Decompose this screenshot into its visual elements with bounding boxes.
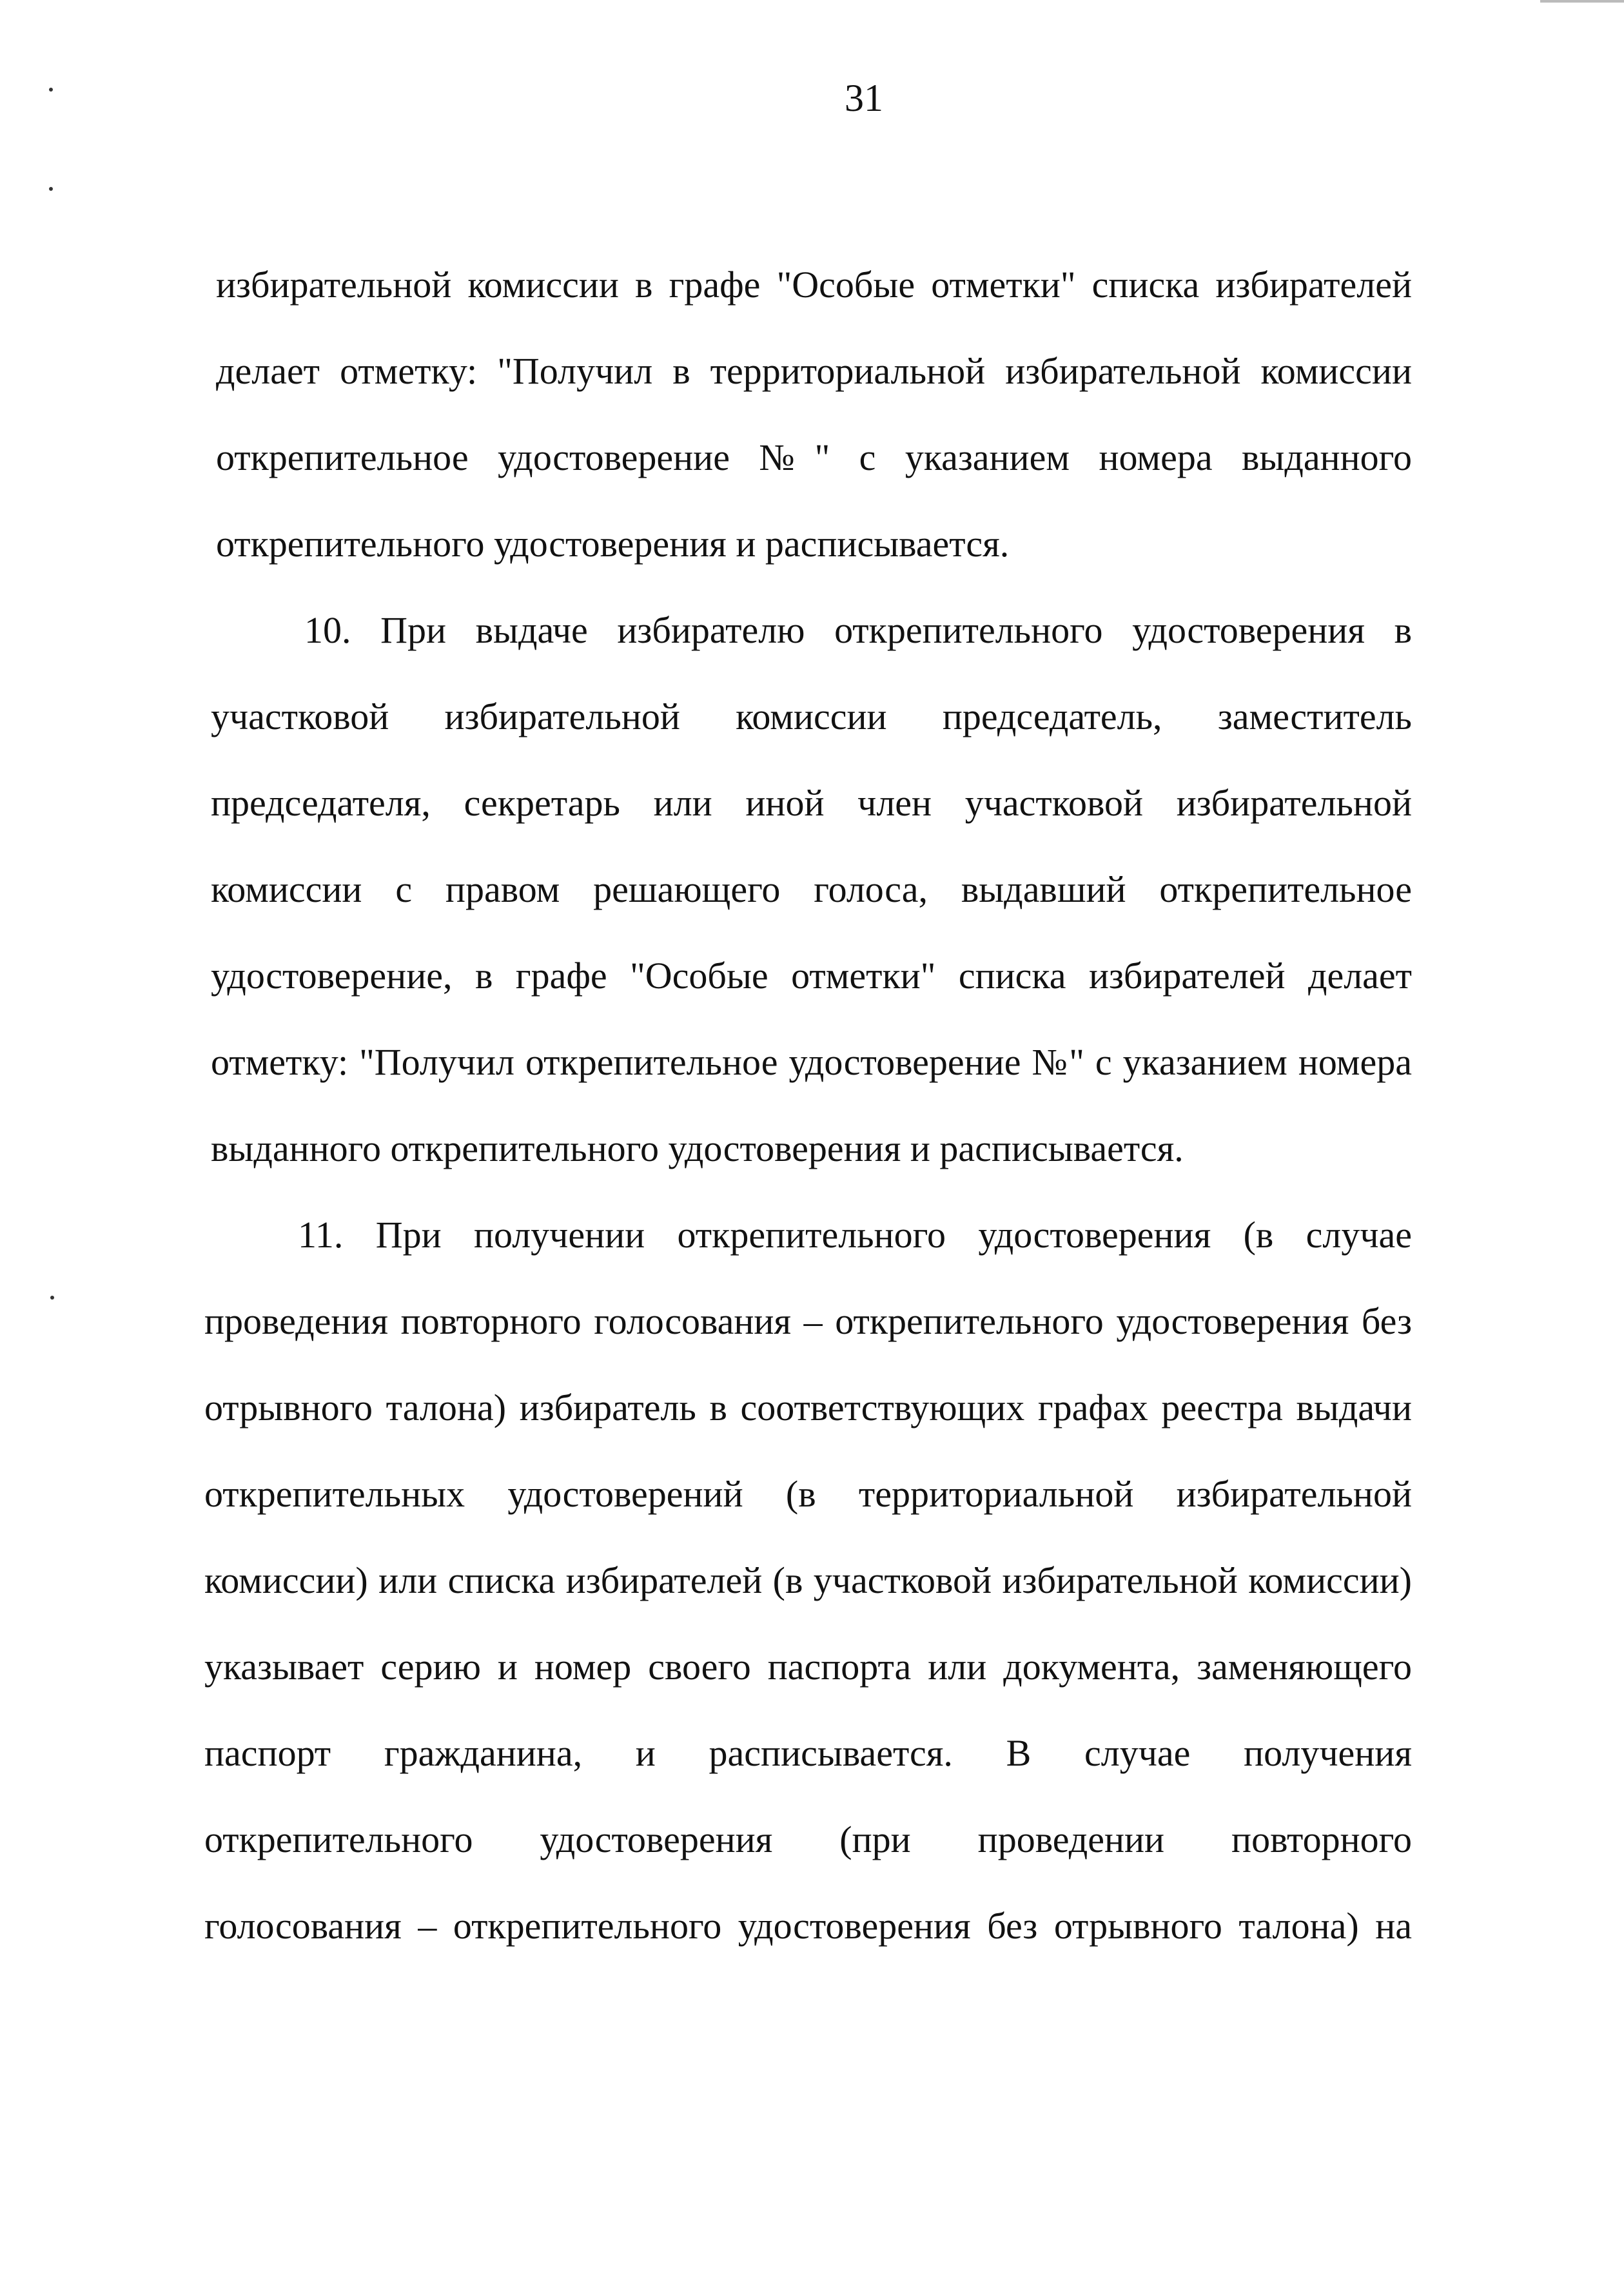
document-body [204, 242, 1412, 1969]
paragraph-continuation [216, 242, 1412, 587]
paragraph-10 [211, 587, 1412, 1192]
text-line: открепительного удостоверения и расписывается. [216, 523, 1010, 565]
text-line: удостоверение, в графе "Особые отметки" списка избирателей делает [211, 955, 1412, 997]
text-line: председателя, секретарь или иной член участковой избирательной [211, 782, 1412, 824]
text-line: проведения повторного голосования – открепительного удостоверения без [204, 1300, 1412, 1342]
text-line: отметку: "Получил открепительное удостоверение №" с указанием номера [211, 1041, 1412, 1083]
text-line: выданного открепительного удостоверения и расписывается. [211, 1127, 1184, 1169]
scan-speck [50, 1296, 54, 1300]
page-number: 31 [845, 77, 883, 119]
text-line: голосования – открепительного удостоверения без отрывного талона) на [204, 1905, 1412, 1947]
paragraph-11 [204, 1192, 1412, 1969]
text-line: комиссии с правом решающего голоса, выдавший открепительное [211, 868, 1412, 910]
text-line: делает отметку: "Получил в территориальной избирательной комиссии [216, 350, 1412, 392]
text-line: отрывного талона) избиратель в соответствующих графах реестра выдачи [204, 1387, 1412, 1428]
text-line: открепительного удостоверения (при проведении повторного [204, 1818, 1412, 1860]
text-line: открепительных удостоверений (в территориальной избирательной [204, 1473, 1412, 1515]
scan-edge-mark [1540, 0, 1624, 3]
text-line: паспорт гражданина, и расписывается. В случае получения [204, 1732, 1412, 1774]
scan-speck [49, 187, 53, 191]
text-line: указывает серию и номер своего паспорта или документа, заменяющего [204, 1646, 1412, 1688]
text-line: открепительное удостоверение №" с указанием номера выданного [216, 436, 1412, 478]
text-line: участковой избирательной комиссии председатель, заместитель [211, 696, 1412, 737]
text-line: комиссии) или списка избирателей (в участковой избирательной комиссии) [204, 1559, 1412, 1601]
text-line: 10. При выдаче избирателю открепительного удостоверения в [304, 609, 1412, 651]
scan-speck [49, 88, 53, 92]
text-line: избирательной комиссии в графе "Особые отметки" списка избирателей [216, 264, 1412, 306]
text-line: 11. При получении открепительного удостоверения (в случае [298, 1214, 1412, 1256]
